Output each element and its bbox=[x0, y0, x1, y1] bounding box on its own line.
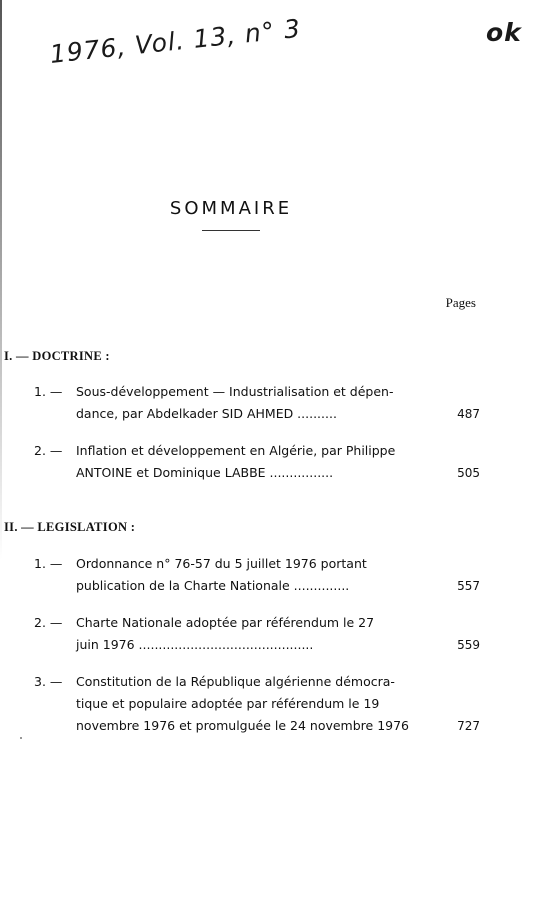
entry-number: 1. — bbox=[34, 556, 63, 571]
entry-page: 727 bbox=[457, 719, 480, 733]
entry-line: Ordonnance n° 76-57 du 5 juillet 1976 portant bbox=[76, 556, 367, 571]
toc-entry[interactable] bbox=[34, 381, 480, 425]
entry-page: 559 bbox=[457, 638, 480, 652]
entry-line: Inflation et développement en Algérie, par Philippe bbox=[76, 443, 396, 458]
handwritten-reference: 1976, Vol. 13, n° 3 bbox=[48, 13, 303, 69]
handwritten-ok-mark: ok bbox=[486, 18, 522, 47]
pages-column-header: Pages bbox=[445, 295, 476, 310]
entry-number: 3. — bbox=[34, 674, 63, 689]
entry-page: 557 bbox=[457, 579, 480, 593]
entry-line: Constitution de la République algérienne démocra- bbox=[76, 674, 395, 689]
entry-line: Sous-développement — Industrialisation et dépen- bbox=[76, 384, 394, 399]
scan-speck bbox=[20, 737, 22, 739]
toc-entry[interactable] bbox=[34, 671, 480, 737]
toc-entry[interactable] bbox=[34, 440, 480, 484]
entry-line: publication de la Charte Nationale .............. bbox=[76, 578, 350, 593]
entry-line: tique et populaire adoptée par référendum le 19 bbox=[76, 696, 380, 711]
entry-number: 2. — bbox=[34, 443, 63, 458]
entry-page: 487 bbox=[457, 407, 480, 421]
section-heading-doctrine: I. — DOCTRINE : bbox=[4, 349, 110, 363]
toc-entry[interactable] bbox=[34, 612, 480, 656]
entry-line: juin 1976 ............................................ bbox=[76, 637, 314, 652]
entry-line: novembre 1976 et promulguée le 24 novembre 1976 bbox=[76, 718, 410, 733]
entry-line: dance, par Abdelkader SID AHMED .......... bbox=[76, 406, 337, 421]
title-underline bbox=[202, 230, 260, 231]
page-title: SOMMAIRE bbox=[169, 198, 293, 219]
page-edge bbox=[0, 0, 2, 560]
entry-page: 505 bbox=[457, 466, 480, 480]
entry-line: Charte Nationale adoptée par référendum le 27 bbox=[76, 615, 375, 630]
entry-number: 1. — bbox=[34, 384, 63, 399]
toc-entry[interactable] bbox=[34, 553, 480, 597]
section-heading-legislation: II. — LEGISLATION : bbox=[4, 520, 136, 534]
entry-line: ANTOINE et Dominique LABBE ................ bbox=[76, 465, 334, 480]
entry-number: 2. — bbox=[34, 615, 63, 630]
